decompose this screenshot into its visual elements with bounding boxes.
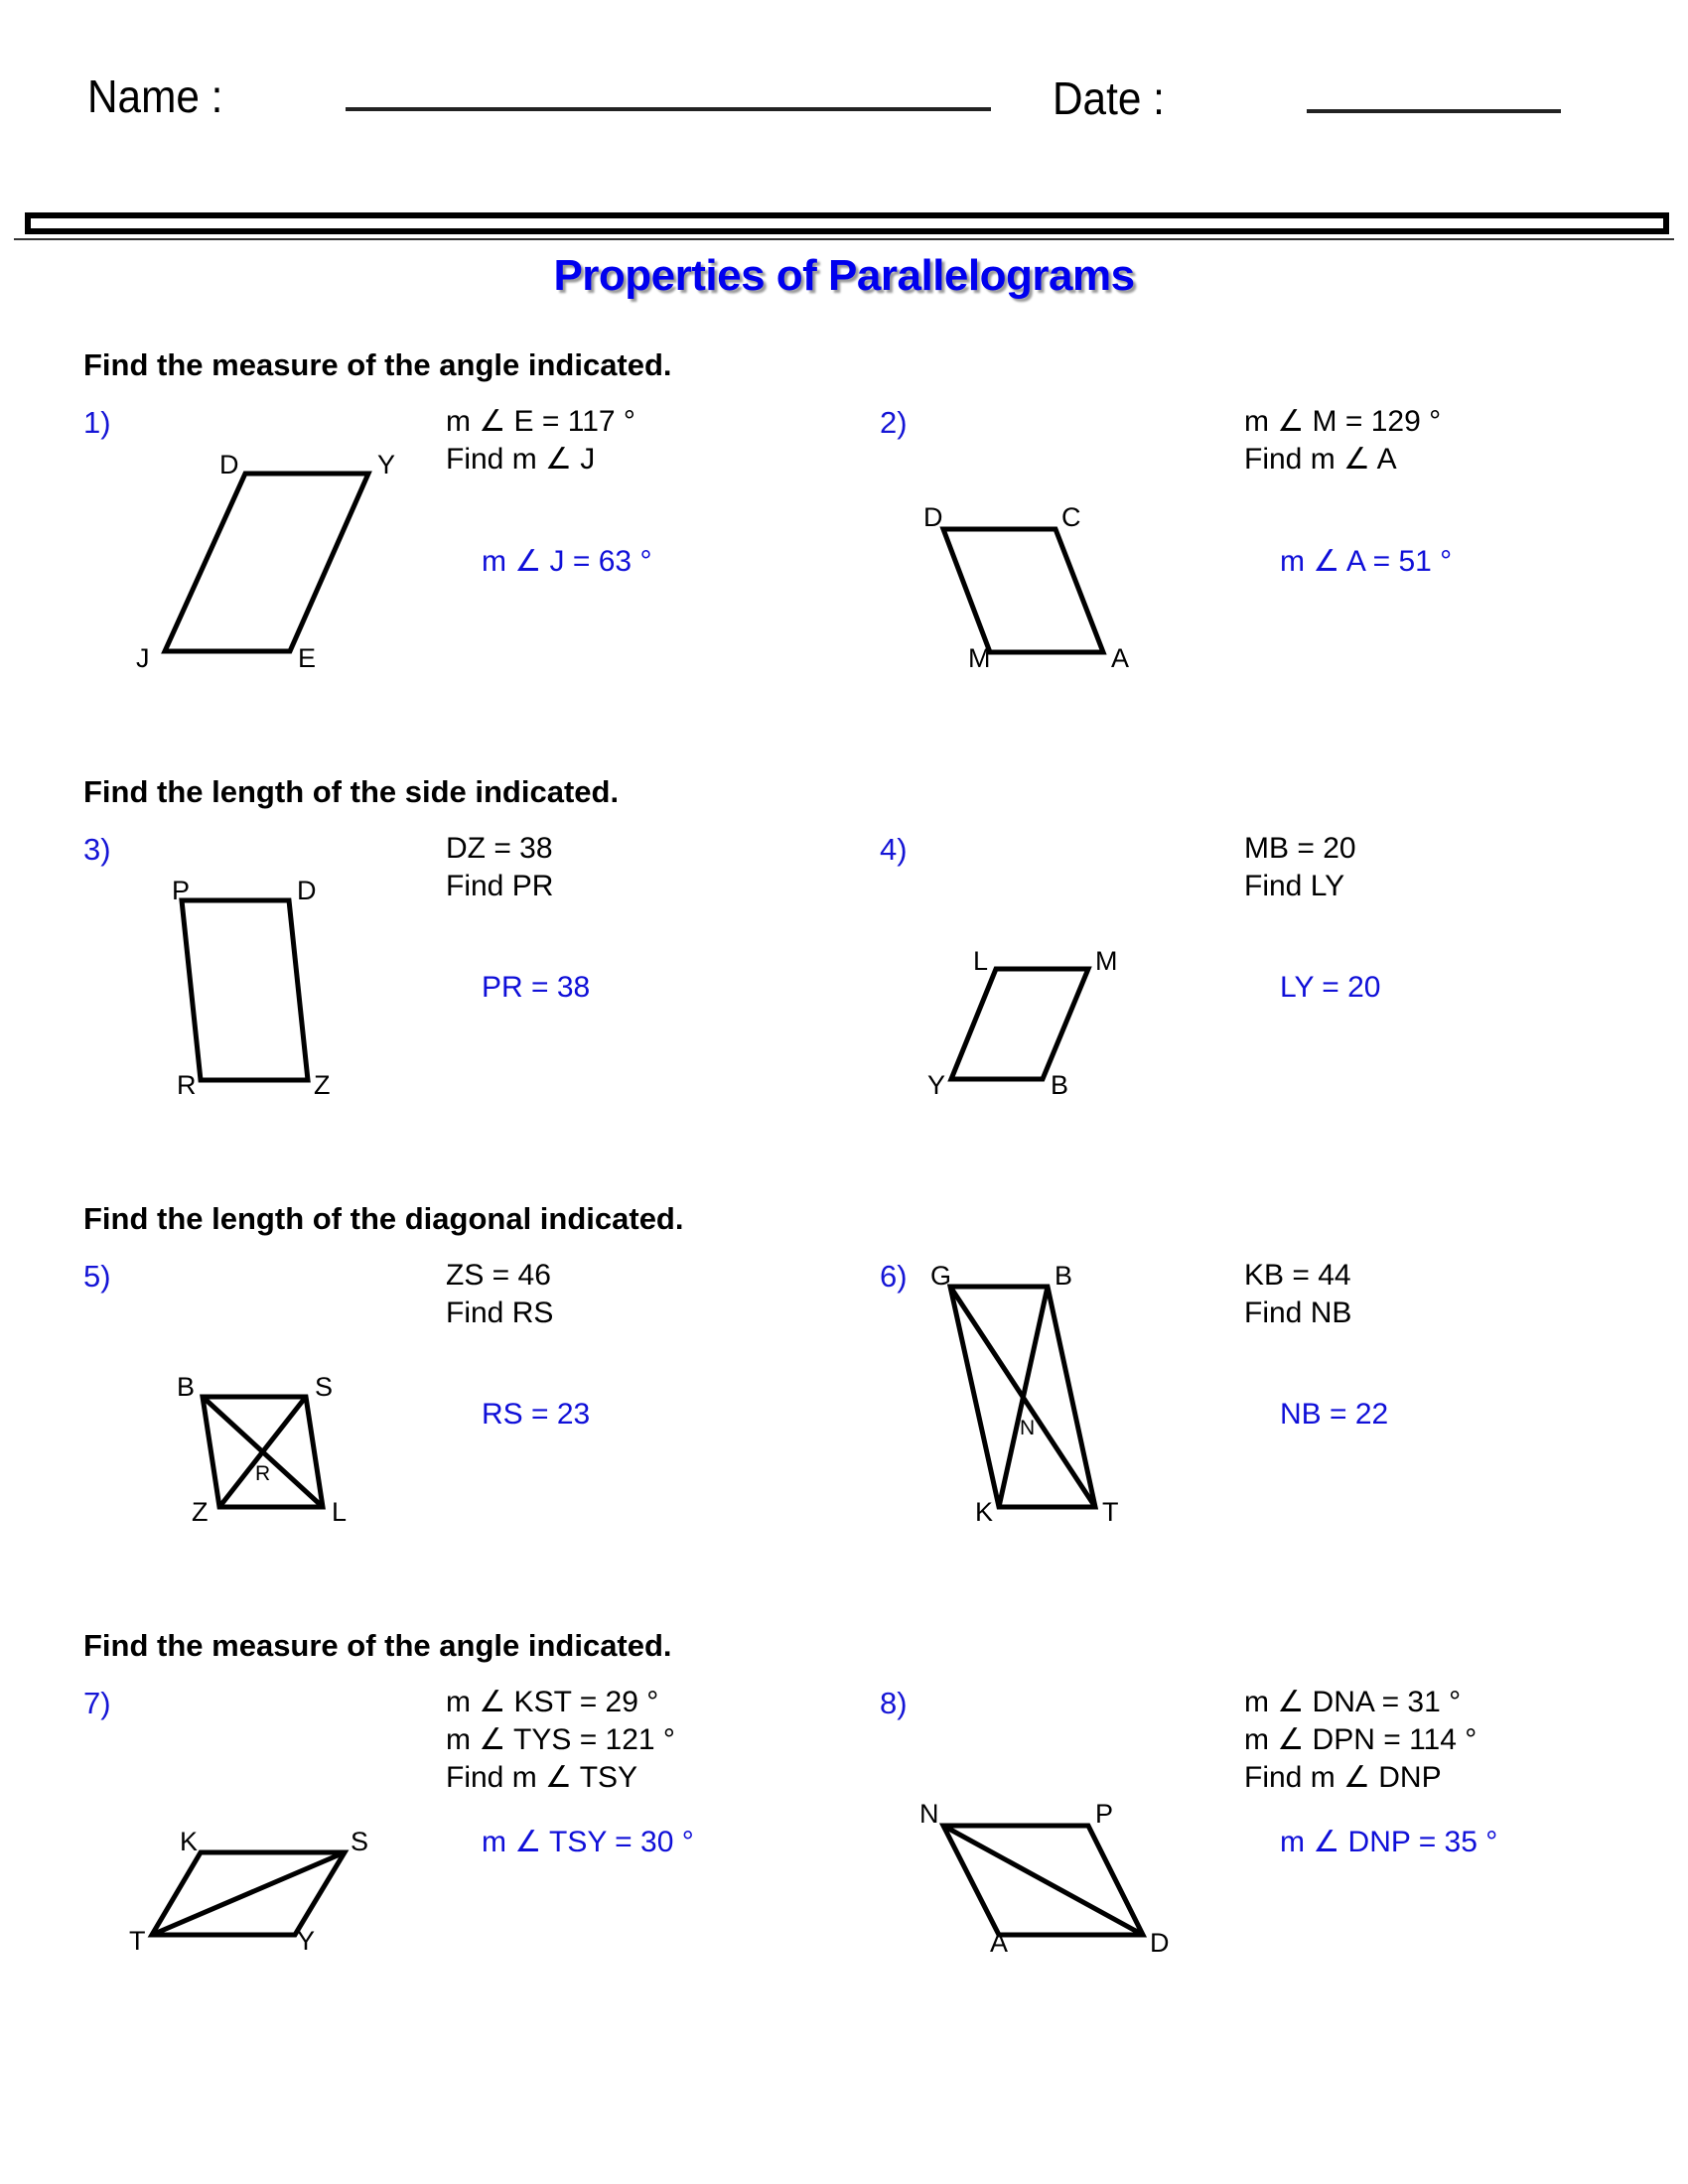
problem-number: 1) xyxy=(83,405,111,440)
problem-number: 3) xyxy=(83,832,111,867)
name-field-line[interactable] xyxy=(346,107,991,111)
given-line: Find m ∠ TSY xyxy=(446,1761,638,1794)
vertex-label: B xyxy=(1055,1261,1073,1291)
given-line: Find RS xyxy=(446,1297,554,1329)
given-line: m ∠ M = 129 ° xyxy=(1244,405,1442,438)
given-line: DZ = 38 xyxy=(446,832,553,865)
vertex-label: E xyxy=(298,643,317,673)
problem-number: 8) xyxy=(880,1686,908,1720)
answer-text: NB = 22 xyxy=(1280,1398,1389,1431)
name-label: Name : xyxy=(87,70,223,122)
vertex-label: T xyxy=(129,1926,146,1956)
answer-text: m ∠ TSY = 30 ° xyxy=(482,1826,694,1858)
problem-number: 2) xyxy=(880,405,908,440)
vertex-label: D xyxy=(219,450,239,479)
given-line: Find m ∠ A xyxy=(1244,443,1397,476)
given-line: m ∠ DPN = 114 ° xyxy=(1244,1723,1477,1756)
answer-text: LY = 20 xyxy=(1280,971,1381,1004)
vertex-label: Z xyxy=(192,1497,209,1527)
vertex-label: N xyxy=(919,1799,939,1829)
given-line: m ∠ TYS = 121 ° xyxy=(446,1723,675,1756)
vertex-label: B xyxy=(177,1372,196,1402)
vertex-label: Z xyxy=(314,1070,331,1100)
given-line: MB = 20 xyxy=(1244,832,1356,865)
vertex-label: G xyxy=(930,1261,952,1291)
section-heading-angle-2: Find the measure of the angle indicated. xyxy=(83,1628,672,1663)
given-line: ZS = 46 xyxy=(446,1259,551,1292)
vertex-label: P xyxy=(172,876,191,905)
vertex-label: R xyxy=(177,1070,197,1100)
vertex-label: A xyxy=(990,1928,1009,1958)
section-heading-diagonal: Find the length of the diagonal indicated. xyxy=(83,1201,684,1236)
given-line: Find LY xyxy=(1244,870,1345,902)
problem-number: 4) xyxy=(880,832,908,867)
vertex-label: Y xyxy=(297,1926,316,1956)
parallelogram-with-diagonal-figure xyxy=(0,0,10,10)
worksheet-title: Properties of Parallelograms xyxy=(553,251,1135,300)
header-double-divider xyxy=(25,212,1669,234)
problem-number: 6) xyxy=(880,1259,908,1294)
header-thin-divider xyxy=(14,238,1674,240)
given-line: Find PR xyxy=(446,870,554,902)
answer-text: PR = 38 xyxy=(482,971,591,1004)
given-line: m ∠ KST = 29 ° xyxy=(446,1686,659,1718)
vertex-label: D xyxy=(923,502,943,532)
problem-number: 5) xyxy=(83,1259,111,1294)
date-label: Date : xyxy=(1053,72,1165,124)
section-heading-side: Find the length of the side indicated. xyxy=(83,774,620,809)
given-line: Find m ∠ DNP xyxy=(1244,1761,1442,1794)
given-line: Find NB xyxy=(1244,1297,1352,1329)
vertex-label: D xyxy=(1150,1928,1170,1958)
vertex-label: Y xyxy=(377,450,396,479)
vertex-label: K xyxy=(975,1497,994,1527)
answer-text: RS = 23 xyxy=(482,1398,591,1431)
vertex-label: L xyxy=(332,1497,348,1527)
given-line: KB = 44 xyxy=(1244,1259,1351,1292)
vertex-label: D xyxy=(297,876,317,905)
vertex-label: S xyxy=(315,1372,334,1402)
given-line: m ∠ E = 117 ° xyxy=(446,405,635,438)
section-heading-angle-1: Find the measure of the angle indicated. xyxy=(83,347,672,382)
vertex-label: P xyxy=(1095,1799,1114,1829)
vertex-label: K xyxy=(180,1827,199,1856)
vertex-label: J xyxy=(136,643,150,673)
vertex-label: T xyxy=(1102,1497,1119,1527)
vertex-label: A xyxy=(1111,643,1130,673)
answer-text: m ∠ A = 51 ° xyxy=(1280,545,1453,578)
answer-text: m ∠ J = 63 ° xyxy=(482,545,652,578)
vertex-label: Y xyxy=(927,1070,946,1100)
problem-number: 7) xyxy=(83,1686,111,1720)
answer-text: m ∠ DNP = 35 ° xyxy=(1280,1826,1498,1858)
vertex-label: M xyxy=(968,643,991,673)
vertex-label: M xyxy=(1095,946,1118,976)
intersection-label: N xyxy=(1020,1417,1036,1439)
vertex-label: C xyxy=(1061,502,1081,532)
intersection-label: R xyxy=(255,1462,271,1485)
vertex-label: B xyxy=(1051,1070,1069,1100)
date-field-line[interactable] xyxy=(1307,109,1561,113)
given-line: m ∠ DNA = 31 ° xyxy=(1244,1686,1462,1718)
vertex-label: S xyxy=(351,1827,369,1856)
vertex-label: L xyxy=(973,946,989,976)
given-line: Find m ∠ J xyxy=(446,443,596,476)
